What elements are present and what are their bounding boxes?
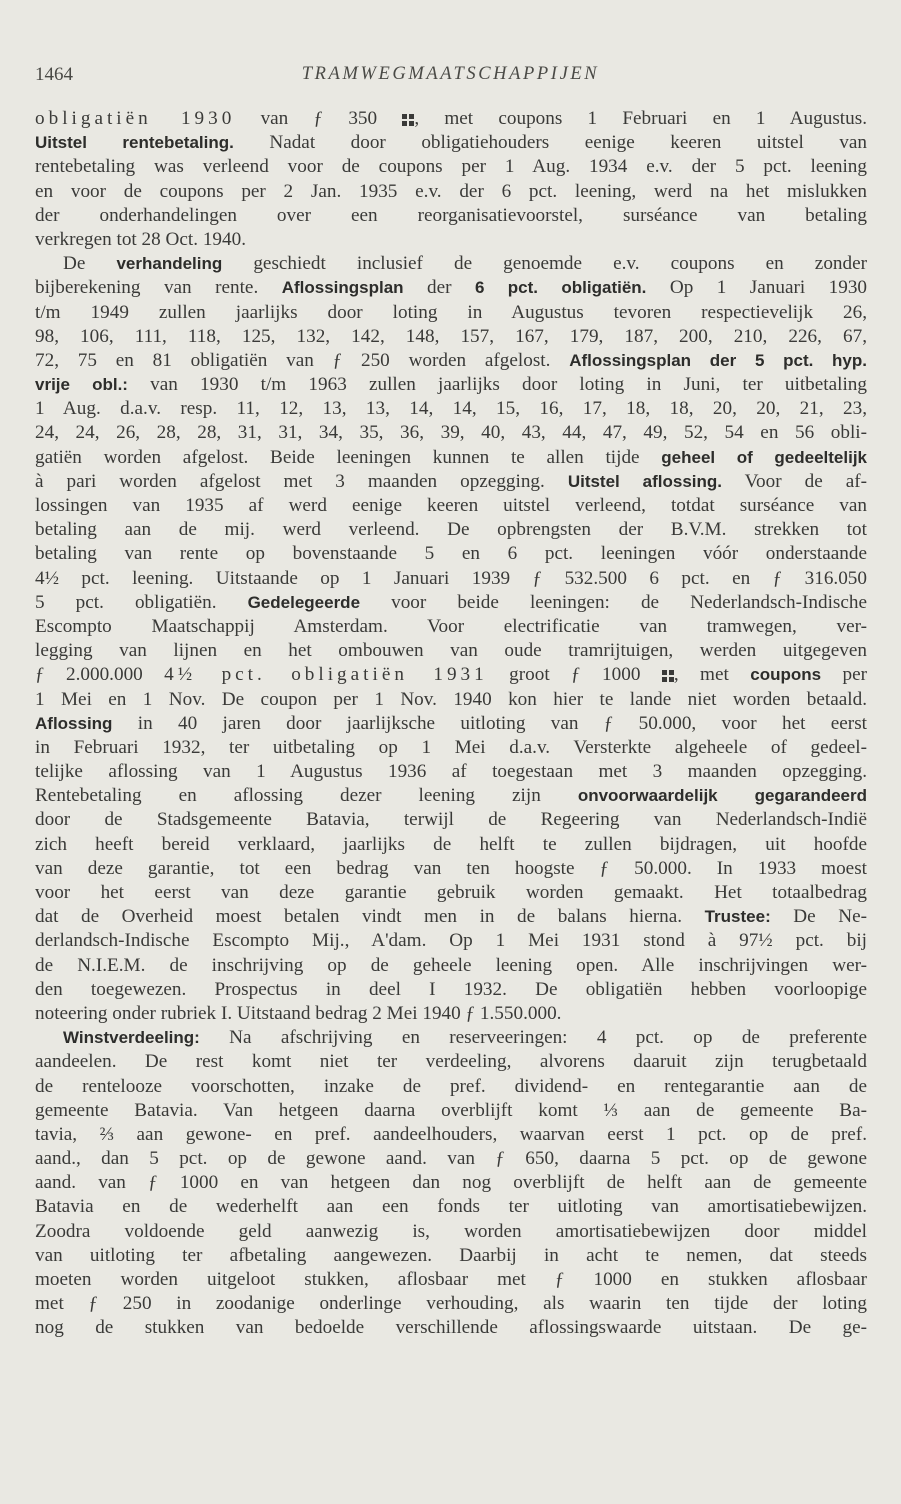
text-run: der onderhandelingen over een reorganisatievoorstel, surséance van betaling bbox=[35, 204, 867, 226]
text-line bbox=[35, 1147, 867, 1171]
text-run: 72, 75 en 81 obligatiën van ƒ 250 worden afgelost. bbox=[35, 349, 570, 371]
text-line bbox=[35, 1123, 867, 1147]
text-run: de rentelooze voorschotten, inzake de pref. dividend- en rentegarantie aan de bbox=[35, 1075, 867, 1097]
text-run: den toegewezen. Prospectus in deel I 1932. De obligatiën hebben voorloopige bbox=[35, 978, 867, 1000]
text-run: t/m 1949 zullen jaarlijks door loting in Augustus tevoren respectievelijk 26, bbox=[35, 301, 867, 323]
text-run: met ƒ 250 in zoodanige onderlinge verhouding, als waarin ten tijde der loting bbox=[35, 1293, 867, 1315]
bold-term: onvoorwaardelijk gegarandeerd bbox=[577, 786, 867, 806]
spaced-term: 4½ pct. obligatiën 1931 bbox=[164, 664, 488, 686]
text-run: groot ƒ 1000 bbox=[487, 664, 662, 686]
text-line bbox=[35, 688, 867, 712]
bold-term: Trustee: bbox=[704, 907, 771, 927]
text-line bbox=[35, 397, 867, 421]
text-line bbox=[35, 1002, 867, 1026]
bold-term: Uitstel aflossing. bbox=[567, 471, 723, 491]
text-line bbox=[35, 131, 867, 155]
text-line bbox=[35, 639, 867, 663]
text-run: der bbox=[403, 277, 475, 299]
text-line bbox=[35, 325, 867, 349]
text-run: moeten worden uitgeloot stukken, aflosbaar met ƒ 1000 en stukken aflosbaar bbox=[35, 1269, 867, 1290]
text-line bbox=[35, 591, 867, 615]
bold-term: Aflossing bbox=[35, 713, 113, 733]
text-run: Op 1 Januari 1930 bbox=[646, 277, 867, 299]
text-run: per bbox=[821, 664, 867, 686]
text-run: verkregen tot 28 Oct. 1940. bbox=[35, 228, 247, 250]
text-run: betaling aan de mij. werd verleend. De opbrengsten der B.V.M. strekken tot bbox=[35, 519, 867, 541]
text-run: 24, 24, 26, 28, 28, 31, 31, 34, 35, 36, 39, 40, 43, 44, 47, 49, 52, 54 en 56 obli- bbox=[35, 422, 867, 444]
bold-term: 6 pct. obligatiën. bbox=[474, 278, 647, 298]
text-line bbox=[35, 1292, 867, 1316]
text-line bbox=[35, 373, 867, 397]
text-run: De Ne- bbox=[770, 906, 867, 928]
text-line bbox=[35, 905, 867, 929]
text-run: ƒ 2.000.000 bbox=[35, 664, 165, 686]
text-run: van 1930 t/m 1963 zullen jaarlijks door loting in Juni, ter uitbetaling bbox=[127, 374, 867, 396]
text-run: aand., dan 5 pct. op de gewone aand. van ƒ 650, daarna 5 pct. op de gewone bbox=[35, 1148, 867, 1170]
text-line bbox=[35, 1171, 867, 1195]
text-run: rentebetaling was verleend voor de coupons per 1 Aug. 1934 e.v. der 5 pct. leening bbox=[35, 156, 867, 178]
bold-term: Aflossingsplan der 5 pct. hyp. bbox=[569, 350, 867, 370]
text-line bbox=[35, 1268, 867, 1292]
text-line bbox=[35, 1075, 867, 1099]
body-text bbox=[35, 107, 867, 1341]
text-run: in 40 jaren door jaarlijksche uitloting van ƒ 50.000, voor het eerst bbox=[112, 712, 867, 734]
running-title: TRAMWEGMAATSCHAPPIJEN bbox=[301, 64, 600, 84]
text-run: legging van lijnen en het ombouwen van oude tramrijtuigen, werden uitgegeven bbox=[35, 640, 867, 662]
text-run: zich heeft bereid verklaard, jaarlijks de helft te zullen bijdragen, uit hoofde bbox=[35, 833, 867, 855]
text-line bbox=[35, 107, 867, 131]
text-run: Na afschrijving en reserveeringen: 4 pct. op de preferente bbox=[199, 1027, 867, 1049]
text-line bbox=[35, 1316, 867, 1340]
text-run: Rentebetaling en aflossing dezer leening zijn bbox=[35, 785, 578, 807]
text-run: van uitloting ter afbetaling aangewezen. Daarbij in acht te nemen, dat steeds bbox=[35, 1244, 867, 1266]
text-line bbox=[35, 446, 867, 470]
text-run: derlandsch-Indische Escompto Mij., A'dam. Op 1 Mei 1931 stond à 97½ pct. bij bbox=[35, 930, 867, 952]
bold-term: coupons bbox=[750, 665, 822, 685]
coupon-mark-icon bbox=[662, 670, 674, 682]
bold-term: vrije obl.: bbox=[35, 375, 128, 395]
text-line bbox=[35, 736, 867, 760]
text-line bbox=[35, 663, 867, 687]
text-run: noteering onder rubriek I. Uitstaand bedrag 2 Mei 1940 ƒ 1.550.000. bbox=[35, 1002, 562, 1024]
bold-term: Uitstel rentebetaling. bbox=[35, 133, 234, 153]
text-run: tavia, ⅔ aan gewone- en pref. aandeelhouders, waarvan eerst 1 pct. op de pref. bbox=[35, 1123, 867, 1145]
text-line bbox=[35, 881, 867, 905]
text-line bbox=[35, 929, 867, 953]
text-line bbox=[35, 204, 867, 228]
bold-term: Aflossingsplan bbox=[281, 278, 404, 298]
text-run: à pari worden afgelost met 3 maanden opzegging. bbox=[35, 470, 568, 492]
text-line bbox=[35, 808, 867, 832]
text-line bbox=[35, 421, 867, 445]
text-run: 98, 106, 111, 118, 125, 132, 142, 148, 157, 167, 179, 187, 200, 210, 226, 67, bbox=[35, 325, 867, 347]
text-run: van ƒ 350 bbox=[235, 108, 403, 129]
spaced-term: obligatiën 1930 bbox=[35, 108, 236, 129]
text-line bbox=[35, 228, 867, 252]
text-line bbox=[35, 760, 867, 784]
text-run: geschiedt inclusief de genoemde e.v. coupons en zonder bbox=[222, 253, 867, 275]
text-line bbox=[35, 978, 867, 1002]
text-run: nog de stukken van bedoelde verschillende aflossingswaarde uitstaan. De ge- bbox=[35, 1317, 867, 1339]
text-line bbox=[35, 784, 867, 808]
text-line bbox=[35, 567, 867, 591]
text-line bbox=[35, 155, 867, 179]
text-run: Batavia en de wederhelft aan een fonds ter uitloting van amortisatiebewijzen. bbox=[35, 1196, 867, 1218]
text-run: , met bbox=[673, 664, 751, 686]
coupon-mark-icon bbox=[402, 114, 414, 126]
text-run: van deze garantie, tot een bedrag van ten hoogste ƒ 50.000. In 1933 moest bbox=[35, 857, 867, 879]
text-run: telijke aflossing van 1 Augustus 1936 af toegestaan met 3 maanden opzegging. bbox=[35, 761, 867, 783]
text-line bbox=[35, 349, 867, 373]
text-run: voor het eerst van deze garantie gebruik worden gemaakt. Het totaalbedrag bbox=[35, 882, 867, 903]
text-run: Voor de af- bbox=[722, 470, 867, 492]
text-line bbox=[35, 615, 867, 639]
text-run: 5 pct. obligatiën. bbox=[35, 591, 248, 613]
text-line bbox=[35, 542, 867, 566]
text-run: de N.I.E.M. de inschrijving op de geheele leening open. Alle inschrijvingen wer- bbox=[35, 954, 867, 976]
page-header bbox=[35, 64, 866, 90]
text-run: De bbox=[63, 253, 117, 275]
text-line bbox=[35, 180, 867, 204]
bold-term: Gedelegeerde bbox=[247, 592, 361, 612]
text-run: 4½ pct. leening. Uitstaande op 1 Januari 1939 ƒ 532.500 6 pct. en ƒ 316.050 bbox=[35, 567, 867, 589]
text-line bbox=[35, 833, 867, 857]
text-run: Nadat door obligatiehouders eenige keeren uitstel van bbox=[233, 132, 867, 154]
text-line bbox=[35, 301, 867, 325]
text-line bbox=[35, 1244, 867, 1268]
text-line bbox=[35, 954, 867, 978]
page-number: 1464 bbox=[35, 64, 73, 85]
text-line bbox=[35, 518, 867, 542]
text-line bbox=[35, 1099, 867, 1123]
bold-term: geheel of gedeeltelijk bbox=[661, 447, 867, 467]
text-line bbox=[35, 712, 867, 736]
text-run: , met coupons 1 Februari en 1 Augustus. bbox=[414, 108, 867, 129]
text-run: voor beide leeningen: de Nederlandsch-Indische bbox=[360, 591, 867, 613]
text-run: 1 Aug. d.a.v. resp. 11, 12, 13, 13, 14, 14, 15, 16, 17, 18, 18, 20, 20, 21, 23, bbox=[35, 398, 867, 420]
text-run: 1 Mei en 1 Nov. De coupon per 1 Nov. 1940 kon hier te lande niet worden betaald. bbox=[35, 688, 867, 710]
text-run: en voor de coupons per 2 Jan. 1935 e.v. der 6 pct. leening, werd na het mislukken bbox=[35, 180, 867, 202]
text-run: Zoodra voldoende geld aanwezig is, worden amortisatiebewijzen door middel bbox=[35, 1220, 867, 1242]
text-run: lossingen van 1935 af werd eenige keeren uitstel verleend, totdat surséance van bbox=[35, 495, 867, 516]
bold-term: Winstverdeeling: bbox=[63, 1028, 200, 1048]
text-line bbox=[35, 1220, 867, 1244]
text-line bbox=[35, 857, 867, 881]
text-line bbox=[35, 470, 867, 494]
text-run: Escompto Maatschappij Amsterdam. Voor electrificatie van tramwegen, ver- bbox=[35, 615, 867, 637]
text-run: aand. van ƒ 1000 en van hetgeen dan nog overblijft de helft aan de gemeente bbox=[35, 1172, 867, 1194]
text-run: dat de Overheid moest betalen vindt men in de balans hierna. bbox=[35, 906, 705, 928]
text-line bbox=[35, 276, 867, 300]
text-run: betaling van rente op bovenstaande 5 en 6 pct. leeningen vóór onderstaande bbox=[35, 543, 867, 565]
text-line bbox=[35, 1050, 867, 1074]
text-line bbox=[35, 1026, 867, 1050]
text-run: door de Stadsgemeente Batavia, terwijl de Regeering van Nederlandsch-Indië bbox=[35, 809, 867, 831]
bold-term: verhandeling bbox=[116, 254, 223, 274]
text-line bbox=[35, 1195, 867, 1219]
text-run: in Februari 1932, ter uitbetaling op 1 Mei d.a.v. Versterkte algeheele of gedeel- bbox=[35, 736, 867, 758]
text-run: gatiën worden afgelost. Beide leeningen kunnen te allen tijde bbox=[35, 446, 662, 468]
text-run: gemeente Batavia. Van hetgeen daarna overblijft komt ⅓ aan de gemeente Ba- bbox=[35, 1099, 867, 1121]
text-line bbox=[35, 494, 867, 518]
text-run: aandeelen. De rest komt niet ter verdeeling, alvorens daaruit zijn terugbetaald bbox=[35, 1051, 867, 1073]
text-line bbox=[35, 252, 867, 276]
text-run: bijberekening van rente. bbox=[35, 277, 282, 299]
